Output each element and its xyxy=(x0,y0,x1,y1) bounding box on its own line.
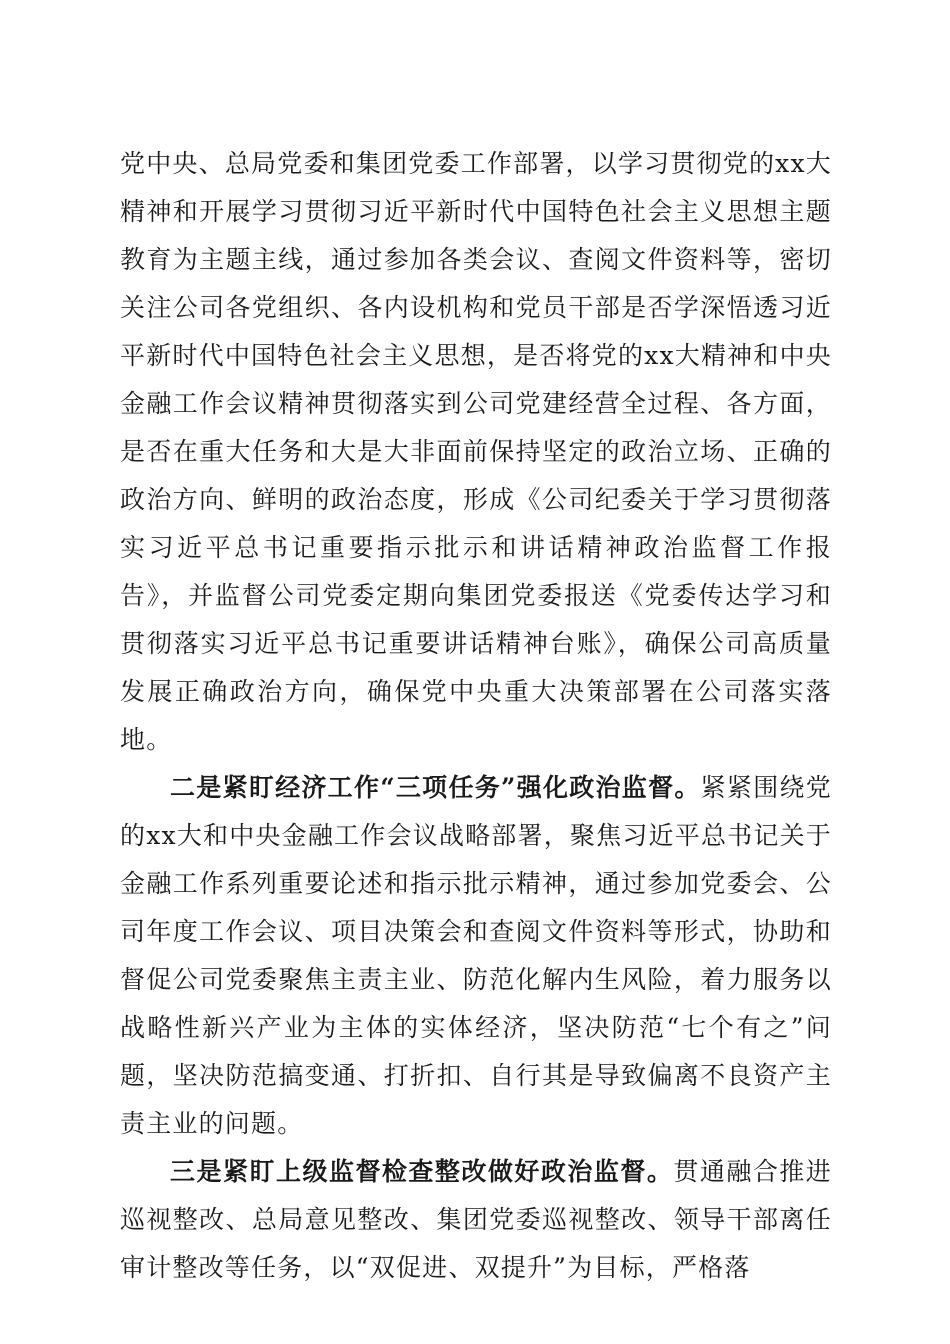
paragraph-2 xyxy=(120,764,832,1148)
paragraph-1 xyxy=(120,140,832,764)
paragraph-3-text: 贯通融合推进巡视整改、总局意见整改、集团党委巡视整改、领导干部离任审计整改等任务，以“双促进、双提升”为目标，严格落 xyxy=(120,1157,832,1282)
paragraph-1-text: 党中央、总局党委和集团党委工作部署，以学习贯彻党的xx大精神和开展学习贯彻习近平新时代中国特色社会主义思想主题教育为主题主线，通过参加各类会议、查阅文件资料等，密切关注公司各党组织、各内设机构和党员干部是否学深悟透习近平新时代中国特色社会主义思想，是否将党的xx大精神和中央金融工作会议精神贯彻落实到公司党建经营全过程、各方面，是否在重大任务和大是大非面前保持坚定的政治立场、正确的政治方向、鲜明的政治态度，形成《公司纪委关于学习贯彻落实习近平总书记重要指示批示和讲话精神政治监督工作报告》，并监督公司党委定期向集团党委报送《党委传达学习和贯彻落实习近平总书记重要讲话精神台账》，确保公司高质量发展正确政治方向，确保党中央重大决策部署在公司落实落地。 xyxy=(120,149,832,754)
paragraph-3-lead: 三是紧盯上级监督检查整改做好政治监督。 xyxy=(170,1157,674,1186)
paragraph-2-text: 紧紧围绕党的xx大和中央金融工作会议战略部署，聚焦习近平总书记关于金融工作系列重要论述和指示批示精神，通过参加党委会、公司年度工作会议、项目决策会和查阅文件资料等形式，协助和督促公司党委聚焦主责主业、防范化解内生风险，着力服务以战略性新兴产业为主体的实体经济，坚决防范“七个有之”问题，坚决防范搞变通、打折扣、自行其是导致偏离不良资产主责主业的问题。 xyxy=(120,773,832,1138)
document-body xyxy=(120,140,832,1292)
paragraph-3 xyxy=(120,1148,832,1292)
paragraph-2-lead: 二是紧盯经济工作“三项任务”强化政治监督。 xyxy=(170,773,701,802)
